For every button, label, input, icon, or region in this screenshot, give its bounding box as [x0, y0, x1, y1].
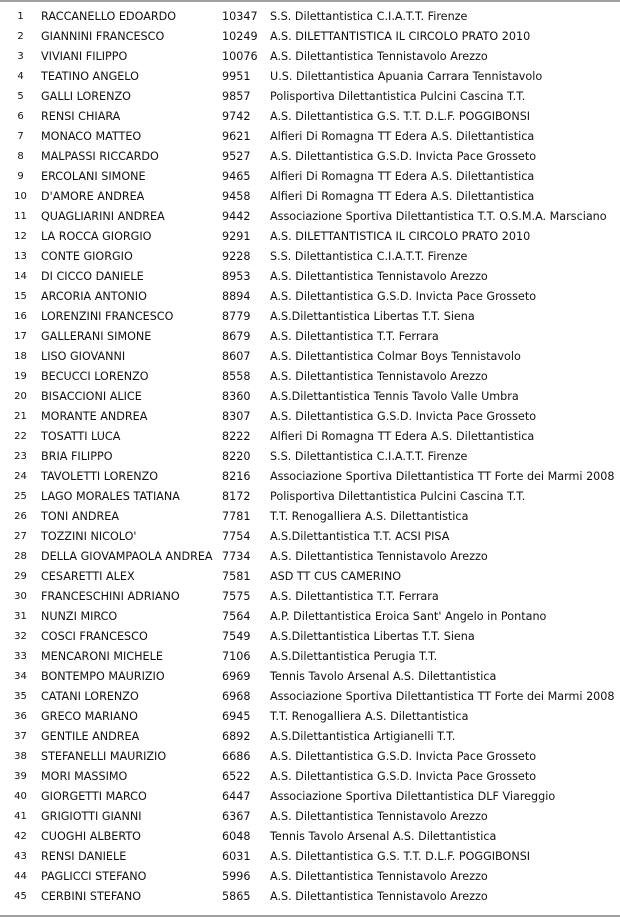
table-row	[0, 367, 620, 387]
player-name-cell: RENSI CHIARA	[41, 110, 121, 123]
position-cell: 8	[17, 151, 24, 162]
position-cell: 29	[14, 571, 27, 582]
position-cell: 39	[14, 771, 27, 782]
ranking-table	[0, 7, 620, 907]
club-cell: A.S.Dilettantistica Perugia T.T.	[270, 650, 438, 663]
club-cell: A.S. Dilettantistica Tennistavolo Arezzo	[270, 890, 488, 903]
table-row	[0, 827, 620, 847]
position-cell: 21	[14, 411, 27, 422]
points-cell: 8307	[222, 410, 251, 423]
table-row	[0, 527, 620, 547]
club-cell: A.S. Dilettantistica G.S.D. Invicta Pace Grosseto	[270, 750, 537, 763]
player-name-cell: ARCORIA ANTONIO	[41, 290, 147, 303]
player-name-cell: QUAGLIARINI ANDREA	[41, 210, 165, 223]
table-row	[0, 747, 620, 767]
position-cell: 32	[14, 631, 27, 642]
player-name-cell: DELLA GIOVAMPAOLA ANDREA	[41, 550, 213, 563]
position-cell: 44	[14, 871, 27, 882]
player-name-cell: BONTEMPO MAURIZIO	[41, 670, 165, 683]
position-cell: 20	[14, 391, 27, 402]
points-cell: 9621	[222, 130, 251, 143]
club-cell: S.S. Dilettantistica C.I.A.T.T. Firenze	[270, 10, 468, 23]
player-name-cell: MORANTE ANDREA	[41, 410, 148, 423]
club-cell: Associazione Sportiva Dilettantistica T.T. O.S.M.A. Marsciano	[270, 210, 607, 223]
player-name-cell: GRECO MARIANO	[41, 710, 138, 723]
club-cell: ASD TT CUS CAMERINO	[270, 570, 402, 583]
points-cell: 9458	[222, 190, 251, 203]
club-cell: A.P. Dilettantistica Eroica Sant' Angelo in Pontano	[270, 610, 547, 623]
club-cell: A.S. Dilettantistica Tennistavolo Arezzo	[270, 270, 488, 283]
position-cell: 4	[17, 71, 24, 82]
club-cell: Tennis Tavolo Arsenal A.S. Dilettantistica	[270, 830, 497, 843]
club-cell: A.S.Dilettantistica Libertas T.T. Siena	[270, 310, 475, 323]
points-cell: 9442	[222, 210, 251, 223]
table-row	[0, 27, 620, 47]
position-cell: 37	[14, 731, 27, 742]
table-row	[0, 387, 620, 407]
club-cell: Alfieri Di Romagna TT Edera A.S. Dilettantistica	[270, 430, 535, 443]
table-row	[0, 847, 620, 867]
points-cell: 6892	[222, 730, 251, 743]
position-cell: 7	[17, 131, 24, 142]
club-cell: Associazione Sportiva Dilettantistica TT Forte dei Marmi 2008	[270, 690, 615, 703]
club-cell: T.T. Renogalliera A.S. Dilettantistica	[270, 510, 469, 523]
club-cell: S.S. Dilettantistica C.I.A.T.T. Firenze	[270, 250, 468, 263]
table-row	[0, 287, 620, 307]
table-row	[0, 667, 620, 687]
player-name-cell: DI CICCO DANIELE	[41, 270, 144, 283]
club-cell: A.S. Dilettantistica Tennistavolo Arezzo	[270, 810, 488, 823]
player-name-cell: LORENZINI FRANCESCO	[41, 310, 174, 323]
club-cell: A.S. Dilettantistica Tennistavolo Arezzo	[270, 550, 488, 563]
player-name-cell: TEATINO ANGELO	[41, 70, 139, 83]
position-cell: 10	[14, 191, 27, 202]
table-row	[0, 427, 620, 447]
points-cell: 5996	[222, 870, 251, 883]
club-cell: A.S. Dilettantistica G.S.D. Invicta Pace Grosseto	[270, 290, 537, 303]
club-cell: A.S.Dilettantistica Tennis Tavolo Valle Umbra	[270, 390, 519, 403]
points-cell: 9228	[222, 250, 251, 263]
points-cell: 8679	[222, 330, 251, 343]
table-row	[0, 7, 620, 27]
points-cell: 8172	[222, 490, 251, 503]
club-cell: A.S. Dilettantistica G.S.D. Invicta Pace Grosseto	[270, 770, 537, 783]
table-row	[0, 147, 620, 167]
position-cell: 22	[14, 431, 27, 442]
position-cell: 41	[14, 811, 27, 822]
club-cell: A.S.Dilettantistica Artigianelli T.T.	[270, 730, 456, 743]
club-cell: A.S. Dilettantistica Tennistavolo Arezzo	[270, 50, 488, 63]
player-name-cell: COSCI FRANCESCO	[41, 630, 148, 643]
club-cell: U.S. Dilettantistica Apuania Carrara Tennistavolo	[270, 70, 543, 83]
player-name-cell: TAVOLETTI LORENZO	[41, 470, 159, 483]
club-cell: A.S. Dilettantistica G.S.D. Invicta Pace Grosseto	[270, 150, 537, 163]
player-name-cell: D'AMORE ANDREA	[41, 190, 145, 203]
position-cell: 15	[14, 291, 27, 302]
club-cell: A.S. Dilettantistica G.S.D. Invicta Pace Grosseto	[270, 410, 537, 423]
position-cell: 43	[14, 851, 27, 862]
points-cell: 9742	[222, 110, 251, 123]
position-cell: 33	[14, 651, 27, 662]
club-cell: A.S. DILETTANTISTICA IL CIRCOLO PRATO 2010	[270, 30, 531, 43]
table-row	[0, 407, 620, 427]
table-row	[0, 887, 620, 907]
table-row	[0, 107, 620, 127]
player-name-cell: GENTILE ANDREA	[41, 730, 140, 743]
player-name-cell: BRIA FILIPPO	[41, 450, 113, 463]
points-cell: 6367	[222, 810, 251, 823]
points-cell: 7549	[222, 630, 251, 643]
points-cell: 6968	[222, 690, 251, 703]
position-cell: 18	[14, 351, 27, 362]
club-cell: Polisportiva Dilettantistica Pulcini Cascina T.T.	[270, 90, 526, 103]
points-cell: 6969	[222, 670, 251, 683]
table-row	[0, 307, 620, 327]
position-cell: 35	[14, 691, 27, 702]
position-cell: 28	[14, 551, 27, 562]
table-row	[0, 127, 620, 147]
club-cell: A.S.Dilettantistica T.T. ACSI PISA	[270, 530, 450, 543]
player-name-cell: CONTE GIORGIO	[41, 250, 133, 263]
player-name-cell: CERBINI STEFANO	[41, 890, 142, 903]
table-row	[0, 707, 620, 727]
position-cell: 14	[14, 271, 27, 282]
points-cell: 7106	[222, 650, 251, 663]
points-cell: 8220	[222, 450, 251, 463]
table-row	[0, 507, 620, 527]
table-row	[0, 267, 620, 287]
points-cell: 8894	[222, 290, 251, 303]
position-cell: 19	[14, 371, 27, 382]
table-row	[0, 247, 620, 267]
player-name-cell: MENCARONI MICHELE	[41, 650, 163, 663]
points-cell: 6686	[222, 750, 251, 763]
table-row	[0, 487, 620, 507]
position-cell: 34	[14, 671, 27, 682]
player-name-cell: RENSI DANIELE	[41, 850, 127, 863]
points-cell: 7754	[222, 530, 251, 543]
player-name-cell: MALPASSI RICCARDO	[41, 150, 159, 163]
table-row	[0, 187, 620, 207]
club-cell: A.S. Dilettantistica Colmar Boys Tennistavolo	[270, 350, 521, 363]
table-row	[0, 787, 620, 807]
table-row	[0, 767, 620, 787]
points-cell: 9465	[222, 170, 251, 183]
points-cell: 10249	[222, 30, 258, 43]
table-row	[0, 227, 620, 247]
table-row	[0, 807, 620, 827]
table-row	[0, 447, 620, 467]
position-cell: 5	[17, 91, 24, 102]
player-name-cell: MORI MASSIMO	[41, 770, 128, 783]
club-cell: A.S.Dilettantistica Libertas T.T. Siena	[270, 630, 475, 643]
table-row	[0, 547, 620, 567]
position-cell: 1	[17, 11, 24, 22]
club-cell: Associazione Sportiva Dilettantistica DLF Viareggio	[270, 790, 556, 803]
bottom-divider	[0, 915, 620, 917]
table-row	[0, 167, 620, 187]
player-name-cell: TONI ANDREA	[41, 510, 119, 523]
position-cell: 27	[14, 531, 27, 542]
player-name-cell: CUOGHI ALBERTO	[41, 830, 141, 843]
club-cell: A.S. DILETTANTISTICA IL CIRCOLO PRATO 2010	[270, 230, 531, 243]
club-cell: Polisportiva Dilettantistica Pulcini Cascina T.T.	[270, 490, 526, 503]
points-cell: 10347	[222, 10, 258, 23]
player-name-cell: GALLERANI SIMONE	[41, 330, 152, 343]
position-cell: 30	[14, 591, 27, 602]
points-cell: 6048	[222, 830, 251, 843]
points-cell: 6031	[222, 850, 251, 863]
player-name-cell: FRANCESCHINI ADRIANO	[41, 590, 180, 603]
player-name-cell: RACCANELLO EDOARDO	[41, 10, 177, 23]
position-cell: 24	[14, 471, 27, 482]
club-cell: Alfieri Di Romagna TT Edera A.S. Dilettantistica	[270, 170, 535, 183]
position-cell: 13	[14, 251, 27, 262]
position-cell: 23	[14, 451, 27, 462]
position-cell: 25	[14, 491, 27, 502]
points-cell: 7575	[222, 590, 251, 603]
table-row	[0, 727, 620, 747]
table-row	[0, 867, 620, 887]
position-cell: 6	[17, 111, 24, 122]
club-cell: A.S. Dilettantistica Tennistavolo Arezzo	[270, 870, 488, 883]
table-row	[0, 67, 620, 87]
table-row	[0, 647, 620, 667]
table-row	[0, 87, 620, 107]
player-name-cell: PAGLICCI STEFANO	[41, 870, 147, 883]
player-name-cell: GIORGETTI MARCO	[41, 790, 147, 803]
points-cell: 8222	[222, 430, 251, 443]
points-cell: 10076	[222, 50, 258, 63]
points-cell: 7781	[222, 510, 251, 523]
points-cell: 7581	[222, 570, 251, 583]
position-cell: 38	[14, 751, 27, 762]
top-divider	[0, 0, 620, 2]
position-cell: 26	[14, 511, 27, 522]
player-name-cell: TOZZINI NICOLO'	[41, 530, 137, 543]
player-name-cell: VIVIANI FILIPPO	[41, 50, 128, 63]
club-cell: A.S. Dilettantistica T.T. Ferrara	[270, 330, 439, 343]
table-row	[0, 687, 620, 707]
club-cell: A.S. Dilettantistica G.S. T.T. D.L.F. POGGIBONSI	[270, 850, 531, 863]
position-cell: 3	[17, 51, 24, 62]
points-cell: 7734	[222, 550, 251, 563]
position-cell: 11	[14, 211, 27, 222]
points-cell: 8360	[222, 390, 251, 403]
table-row	[0, 347, 620, 367]
table-row	[0, 327, 620, 347]
points-cell: 9527	[222, 150, 251, 163]
points-cell: 8607	[222, 350, 251, 363]
player-name-cell: CESARETTI ALEX	[41, 570, 135, 583]
points-cell: 8216	[222, 470, 251, 483]
table-row	[0, 587, 620, 607]
table-row	[0, 207, 620, 227]
ranking-table-body	[0, 7, 620, 907]
player-name-cell: CATANI LORENZO	[41, 690, 139, 703]
table-row	[0, 567, 620, 587]
club-cell: A.S. Dilettantistica T.T. Ferrara	[270, 590, 439, 603]
player-name-cell: MONACO MATTEO	[41, 130, 142, 143]
table-row	[0, 467, 620, 487]
points-cell: 8558	[222, 370, 251, 383]
player-name-cell: GALLI LORENZO	[41, 90, 131, 103]
player-name-cell: NUNZI MIRCO	[41, 610, 118, 623]
position-cell: 17	[14, 331, 27, 342]
club-cell: Alfieri Di Romagna TT Edera A.S. Dilettantistica	[270, 130, 535, 143]
table-row	[0, 47, 620, 67]
club-cell: Alfieri Di Romagna TT Edera A.S. Dilettantistica	[270, 190, 535, 203]
position-cell: 40	[14, 791, 27, 802]
player-name-cell: LISO GIOVANNI	[41, 350, 126, 363]
player-name-cell: TOSATTI LUCA	[41, 430, 121, 443]
club-cell: Associazione Sportiva Dilettantistica TT Forte dei Marmi 2008	[270, 470, 615, 483]
player-name-cell: GRIGIOTTI GIANNI	[41, 810, 142, 823]
points-cell: 8779	[222, 310, 251, 323]
points-cell: 8953	[222, 270, 251, 283]
player-name-cell: GIANNINI FRANCESCO	[41, 30, 165, 43]
position-cell: 45	[14, 891, 27, 902]
position-cell: 31	[14, 611, 27, 622]
points-cell: 6447	[222, 790, 251, 803]
position-cell: 36	[14, 711, 27, 722]
points-cell: 9951	[222, 70, 251, 83]
position-cell: 9	[17, 171, 24, 182]
player-name-cell: BISACCIONI ALICE	[41, 390, 142, 403]
points-cell: 9291	[222, 230, 251, 243]
club-cell: A.S. Dilettantistica G.S. T.T. D.L.F. POGGIBONSI	[270, 110, 531, 123]
position-cell: 42	[14, 831, 27, 842]
player-name-cell: BECUCCI LORENZO	[41, 370, 149, 383]
points-cell: 6522	[222, 770, 251, 783]
position-cell: 12	[14, 231, 27, 242]
points-cell: 5865	[222, 890, 251, 903]
club-cell: T.T. Renogalliera A.S. Dilettantistica	[270, 710, 469, 723]
player-name-cell: STEFANELLI MAURIZIO	[41, 750, 167, 763]
club-cell: S.S. Dilettantistica C.I.A.T.T. Firenze	[270, 450, 468, 463]
points-cell: 9857	[222, 90, 251, 103]
table-row	[0, 607, 620, 627]
player-name-cell: ERCOLANI SIMONE	[41, 170, 146, 183]
position-cell: 2	[17, 31, 24, 42]
points-cell: 6945	[222, 710, 251, 723]
position-cell: 16	[14, 311, 27, 322]
points-cell: 7564	[222, 610, 251, 623]
club-cell: A.S. Dilettantistica Tennistavolo Arezzo	[270, 370, 488, 383]
player-name-cell: LAGO MORALES TATIANA	[41, 490, 180, 503]
player-name-cell: LA ROCCA GIORGIO	[41, 230, 152, 243]
table-row	[0, 627, 620, 647]
club-cell: Tennis Tavolo Arsenal A.S. Dilettantistica	[270, 670, 497, 683]
